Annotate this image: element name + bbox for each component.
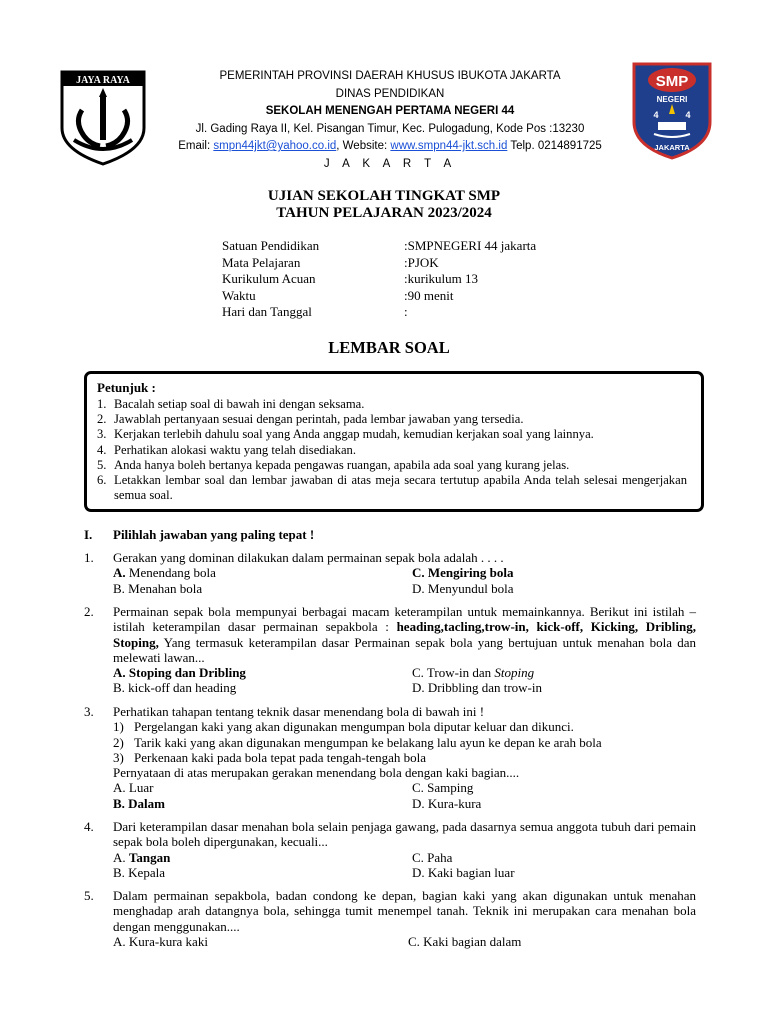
question-steps bbox=[113, 719, 696, 765]
step-item: 1) Pergelangan kaki yang akan digunakan mengumpan bola diputar keluar dan dikunci. bbox=[113, 719, 574, 735]
answer-options bbox=[113, 665, 696, 696]
info-label: Hari dan Tanggal bbox=[222, 304, 312, 319]
letterhead bbox=[120, 68, 660, 173]
info-row bbox=[222, 238, 536, 255]
letterhead-government: PEMERINTAH PROVINSI DAERAH KHUSUS IBUKOTA JAKARTA bbox=[219, 70, 561, 82]
question-5 bbox=[84, 888, 696, 949]
question-text: Dari keterampilan dasar menahan bola selain penjaga gawang, pada dasarnya semua anggota tubuh dari pemain sepak bola boleh dipergunakan, kecuali... bbox=[113, 819, 696, 850]
option-a[interactable]: A. Menendang bola bbox=[113, 565, 216, 581]
section-number: I. bbox=[84, 527, 93, 542]
question-stem: Pernyataan di atas merupakan gerakan menendang bola dengan kaki bagian.... bbox=[113, 765, 520, 781]
option-c[interactable]: C. Samping bbox=[412, 780, 474, 796]
question-number: 1. bbox=[84, 550, 94, 565]
info-label: Kurikulum Acuan bbox=[222, 271, 316, 286]
logo-smp-text: SMP bbox=[655, 73, 689, 90]
sheet-heading: LEMBAR SOAL bbox=[328, 338, 450, 357]
info-value: :PJOK bbox=[404, 254, 439, 270]
letterhead-address: Jl. Gading Raya II, Kel. Pisangan Timur, Kec. Pulogadung, Kode Pos :13230 bbox=[195, 122, 585, 135]
answer-options bbox=[113, 934, 696, 949]
info-label: Satuan Pendidikan bbox=[222, 238, 320, 253]
option-b[interactable]: B. Menahan bola bbox=[113, 580, 203, 596]
option-c[interactable]: C. Paha bbox=[412, 849, 453, 865]
question-text: Gerakan yang dominan dilakukan dalam permainan sepak bola adalah . . . . bbox=[113, 550, 504, 565]
option-c[interactable]: C. Trow-in dan Stoping bbox=[412, 665, 535, 681]
option-a[interactable]: A. Tangan bbox=[113, 849, 171, 865]
smp-negeri-44-logo bbox=[630, 60, 714, 160]
instructions-list bbox=[97, 397, 687, 503]
letterhead-school-name: SEKOLAH MENENGAH PERTAMA NEGERI 44 bbox=[265, 105, 515, 117]
option-b[interactable]: B. kick-off dan heading bbox=[113, 680, 237, 696]
question-4 bbox=[84, 819, 696, 880]
email-label: Email: bbox=[178, 140, 214, 152]
option-d[interactable]: D. Kura-kura bbox=[412, 795, 482, 811]
info-value: :SMPNEGERI 44 jakarta bbox=[404, 238, 537, 253]
question-number: 5. bbox=[84, 888, 94, 903]
logo-digit-right: 4 bbox=[685, 110, 691, 120]
info-row bbox=[222, 271, 536, 288]
option-a[interactable]: A. Stoping dan Dribling bbox=[113, 665, 246, 681]
letterhead-department: DINAS PENDIDIKAN bbox=[335, 87, 445, 100]
question-number: 3. bbox=[84, 704, 94, 719]
option-d[interactable]: D. Kaki bagian luar bbox=[412, 864, 515, 880]
info-row bbox=[222, 304, 536, 321]
info-label: Waktu bbox=[222, 287, 256, 303]
logo-digit-left: 4 bbox=[653, 110, 659, 120]
instructions-box bbox=[84, 371, 704, 512]
instruction-item: 6. Letakkan lembar soal dan lembar jawaban di atas meja secara tertutup apabila Anda telah selesai mengerjakan semua soal. bbox=[97, 473, 687, 503]
option-b[interactable]: B. Dalam bbox=[113, 795, 165, 811]
exam-year: TAHUN PELAJARAN 2023/2024 bbox=[276, 205, 492, 221]
question-text: Permainan sepak bola mempunyai berbagai macam keterampilan untuk memainkannya. Berikut ini istilah – istilah keterampilan dasar permainan sepakbola : heading,tacling,trow-in, kick-off, Kicking, Dribling, Stoping, Yang termasuk keterampilan dasar Permainan sepak bola yang bertujuan untuk menahan bola dan melewati lawan... bbox=[113, 604, 696, 665]
answer-options bbox=[113, 780, 696, 811]
instruction-item: 2. Jawablah pertanyaan sesuai dengan perintah, pada lembar jawaban yang tersedia. bbox=[97, 412, 524, 427]
exam-title: UJIAN SEKOLAH TINGKAT SMP bbox=[267, 188, 501, 204]
section-heading bbox=[84, 527, 314, 543]
question-text: Dalam permainan sepakbola, badan condong ke depan, bagian kaki yang akan digunakan untuk menahan menghadap arah datangnya bola, sehingga tumit menempel tanah. Teknik ini merupakan cara menahan bola dengan menggunakan.... bbox=[113, 888, 696, 934]
question-2 bbox=[84, 604, 696, 696]
instruction-item: 4. Perhatikan alokasi waktu yang telah disediakan. bbox=[97, 442, 357, 457]
option-a[interactable]: A. Kura-kura kaki bbox=[113, 933, 208, 949]
info-value: :90 menit bbox=[404, 287, 454, 303]
question-number: 4. bbox=[84, 819, 94, 834]
logo-negeri-text: NEGERI bbox=[656, 95, 688, 104]
letterhead-city: J A K A R T A bbox=[323, 157, 457, 170]
option-b[interactable]: B. Kepala bbox=[113, 864, 165, 880]
option-d[interactable]: D. Dribbling dan trow-in bbox=[412, 680, 542, 696]
option-d[interactable]: D. Menyundul bola bbox=[412, 580, 514, 596]
question-3 bbox=[84, 704, 696, 811]
phone-text: Telp. 0214891725 bbox=[507, 140, 602, 152]
crest-motto: JAYA RAYA bbox=[76, 75, 130, 86]
logo-jakarta-text: JAKARTA bbox=[654, 143, 690, 152]
step-item: 2) Tarik kaki yang akan digunakan mengumpan ke belakang lalu ayun ke depan ke arah bola bbox=[113, 734, 602, 750]
exam-info-table bbox=[222, 238, 536, 321]
letterhead-contact bbox=[120, 138, 660, 156]
instruction-item: 5. Anda hanya boleh bertanya kepada pengawas ruangan, apabila ada soal yang kurang jelas. bbox=[97, 457, 570, 472]
section-title: Pilihlah jawaban yang paling tepat ! bbox=[113, 527, 315, 542]
step-item: 3) Perkenaan kaki pada bola tepat pada tengah-tengah bola bbox=[113, 749, 427, 765]
instruction-item: 3. Kerjakan terlebih dahulu soal yang Anda anggap mudah, kemudian kerjakan soal yang lainnya. bbox=[97, 427, 594, 442]
info-row bbox=[222, 255, 536, 272]
option-a[interactable]: A. Luar bbox=[113, 780, 154, 796]
question-1 bbox=[84, 550, 696, 596]
answer-options bbox=[113, 565, 696, 596]
option-c[interactable]: C. Mengiring bola bbox=[412, 565, 514, 581]
question-number: 2. bbox=[84, 604, 94, 619]
info-row bbox=[222, 288, 536, 305]
info-value: : bbox=[404, 304, 408, 319]
info-label: Mata Pelajaran bbox=[222, 254, 301, 270]
option-c[interactable]: C. Kaki bagian dalam bbox=[408, 933, 522, 949]
instructions-title: Petunjuk : bbox=[97, 380, 156, 395]
question-text: Perhatikan tahapan tentang teknik dasar menendang bola di bawah ini ! bbox=[113, 704, 485, 719]
website-label: , Website: bbox=[336, 140, 391, 152]
email-link[interactable]: smpn44jkt@yahoo.co.id bbox=[213, 140, 337, 152]
info-value: :kurikulum 13 bbox=[404, 271, 479, 286]
instruction-item: 1. Bacalah setiap soal di bawah ini dengan seksama. bbox=[97, 397, 365, 411]
answer-options bbox=[113, 850, 696, 881]
website-link[interactable]: www.smpn44-jkt.sch.id bbox=[390, 140, 508, 152]
